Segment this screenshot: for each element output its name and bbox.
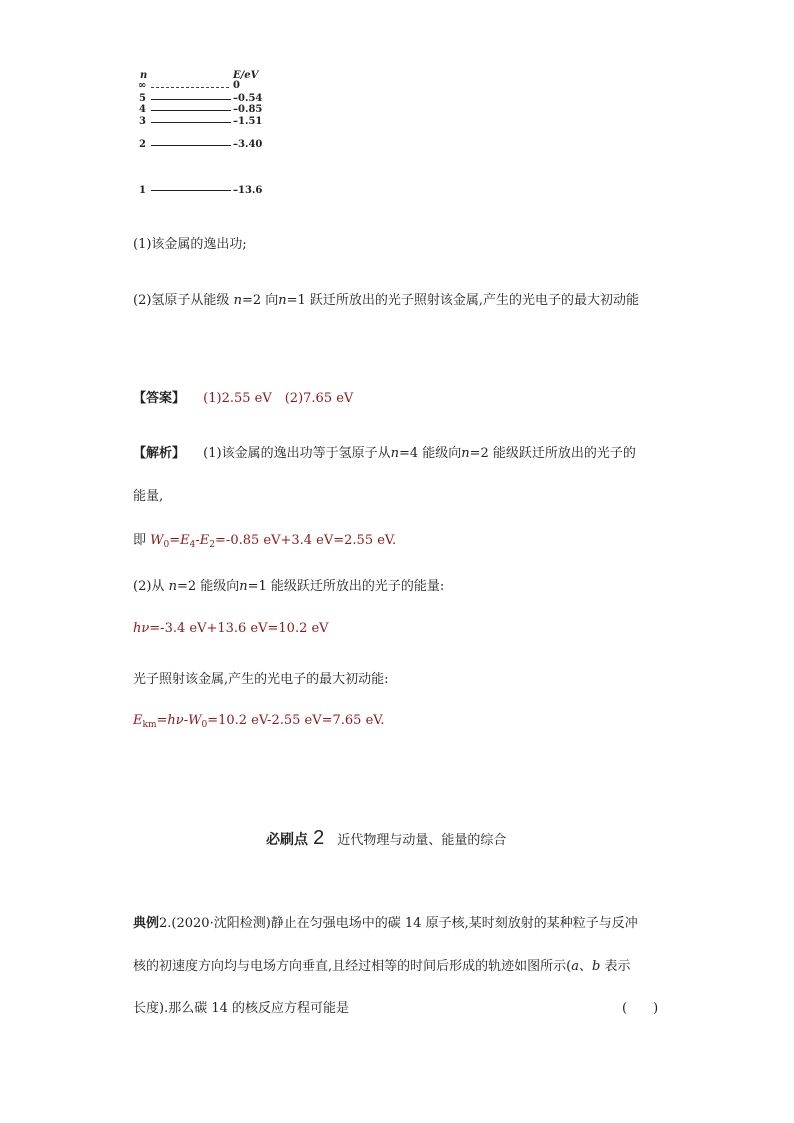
level-n-3: 3 [139, 116, 146, 127]
analysis-para-1: 【解析】 (1)该金属的逸出功等于氢原子从n=4 能级向n=2 能级跃迁所放出的光子的 [133, 446, 636, 461]
analysis-equation-3: $E_{km}=h\nu-W_0=10.2$ eV-2.55 eV=7.65 eV. [133, 713, 385, 730]
answer-bracket: ( ) [622, 1001, 659, 1016]
level-n-1: 1 [139, 185, 146, 196]
example-line-3: 长度).那么碳 14 的核反应方程可能是 [133, 1001, 350, 1016]
analysis-para-3: 光子照射该金属,产生的光电子的最大初动能: [133, 672, 389, 687]
section-title-b: 近代物理与动量、能量的综合 [337, 833, 507, 848]
level-line-2 [151, 145, 231, 146]
level-e-1: –13.6 [233, 185, 263, 196]
analysis-label: 【解析】 [133, 446, 186, 461]
level-e-4: –0.85 [233, 104, 263, 115]
level-n-4: 4 [139, 104, 146, 115]
answer-line [133, 387, 353, 406]
level-n-inf: ∞ [138, 80, 147, 91]
answer-label: 【答案】 [133, 391, 186, 406]
level-line-1 [151, 190, 231, 191]
level-e-3: –1.51 [233, 116, 263, 127]
section-title-a: 必刷点 [266, 832, 308, 848]
level-n-2: 2 [139, 139, 146, 150]
analysis-equation-2: hν=-3.4 eV+13.6 eV=10.2 eV [133, 621, 329, 636]
analysis-equation-1: 即 $W_0=E_4-E_2=-0.85$ eV+3.4 eV=2.55 eV. [133, 533, 397, 550]
diagram-e-header: E/eV [233, 70, 259, 81]
diagram-n-header: n [140, 70, 148, 81]
question-2: (2)氢原子从能级 n=2 向n=1 跃迁所放出的光子照射该金属,产生的光电子的最大初动能 [133, 293, 640, 308]
section-number: 2 [313, 827, 325, 849]
question-1: (1)该金属的逸出功; [133, 237, 247, 252]
analysis-para-2: (2)从 n=2 能级向n=1 能级跃迁所放出的光子的能量: [133, 579, 445, 594]
analysis-para-1-cont: 能量, [133, 489, 164, 504]
level-line-5 [151, 99, 231, 100]
level-e-5: –0.54 [233, 93, 263, 104]
level-line-inf [151, 87, 229, 88]
level-e-2: –3.40 [233, 139, 263, 150]
example-label: 典例 [133, 916, 160, 931]
level-n-5: 5 [139, 93, 146, 104]
answer-text: (1)2.55 eV (2)7.65 eV [203, 391, 354, 406]
level-line-4 [151, 110, 231, 111]
level-e-inf: 0 [233, 80, 240, 91]
example-line-2: 核的初速度方向均与电场方向垂直,且经过相等的时间后形成的轨迹如图所示(a、b 表示 [133, 959, 631, 974]
example-line-1: 典例2.(2020·沈阳检测)静止在匀强电场中的碳 14 原子核,某时刻放射的某种粒子与反冲 [133, 916, 638, 931]
section-heading [266, 827, 506, 850]
level-line-3 [151, 122, 231, 123]
